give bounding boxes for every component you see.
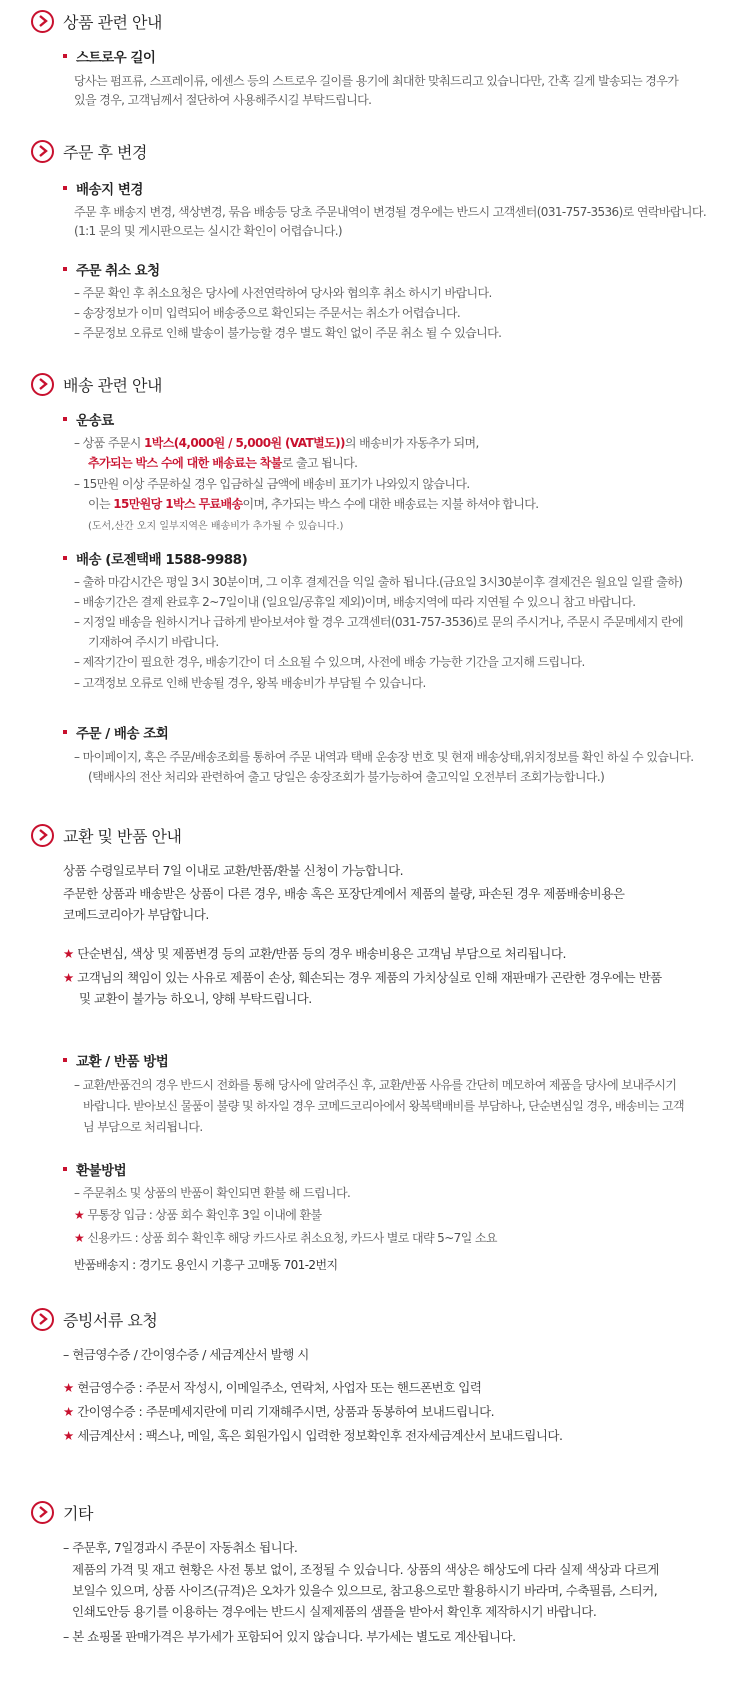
text-line: – 상품 주문시 1박스(4,000원 / 5,000원 (VAT별도))의 배송비가 자동추가 되며, (74, 436, 479, 450)
text-line: – 송장정보가 이미 입력되어 배송중으로 확인되는 주문서는 취소가 어렵습니다. (74, 306, 461, 320)
chevron-right-circle-icon (31, 1501, 54, 1524)
subsection-title: 주문 / 배송 조회 (76, 726, 169, 742)
square-bullet-icon (63, 1167, 67, 1171)
subsection-title: 스트로우 길이 (76, 50, 156, 66)
text-line: 보일수 있으며, 상품 사이즈(규격)은 오차가 있을수 있으므로, 참고용으로만 활용하시기 바라며, 수축필름, 스티커, (72, 1583, 658, 1598)
chevron-right-circle-icon (31, 140, 54, 163)
subsection-cancel (63, 259, 160, 279)
star-item: ★ 현금영수증 : 주문서 작성시, 이메일주소, 연락처, 사업자 또는 핸드폰번호 입력 (63, 1380, 482, 1395)
square-bullet-icon (63, 267, 67, 271)
note-text: (도서,산간 오지 일부지역은 배송비가 추가될 수 있습니다.) (88, 521, 344, 532)
text-line: – 현금영수증 / 간이영수증 / 세금계산서 발행 시 (63, 1347, 309, 1362)
return-address: 반품배송지 : 경기도 용인시 기흥구 고매동 701-2번지 (74, 1258, 338, 1272)
square-bullet-icon (63, 186, 67, 190)
subsection-tracking (63, 722, 168, 742)
star-item: ★ 간이영수증 : 주문메세지란에 미리 기재해주시면, 상품과 동봉하여 보내드립니다. (63, 1404, 495, 1419)
chevron-right-circle-icon (31, 824, 54, 847)
subsection-address-change (63, 178, 143, 198)
text-line: 및 교환이 불가능 하오니, 양해 부탁드립니다. (79, 991, 312, 1006)
text-line: – 출하 마감시간은 평일 3시 30분이며, 그 이후 결제건을 익일 출하 됩니다.(금요일 3시30분이후 결제건은 월요일 일괄 출하) (74, 575, 683, 589)
text-line: (택배사의 전산 처리와 관련하여 출고 당일은 송장조회가 불가능하여 출고익일 오전부터 조회가능합니다.) (88, 770, 605, 784)
square-bullet-icon (63, 556, 67, 560)
chevron-right-circle-icon (31, 1308, 54, 1331)
subsection-shipping-fee (63, 409, 114, 429)
text-line: – 주문정보 오류로 인해 발송이 불가능할 경우 별도 확인 없이 주문 취소 될 수 있습니다. (74, 326, 502, 340)
star-icon: ★ (63, 1380, 74, 1395)
section-delivery (31, 371, 162, 397)
subsection-title: 배송 (로젠택배 1588-9988) (76, 552, 248, 568)
subsection-return-method (63, 1050, 168, 1070)
section-exchange (31, 822, 181, 848)
text-line: 상품 수령일로부터 7일 이내로 교환/반품/환불 신청이 가능합니다. (63, 863, 404, 878)
subsection-shipping (63, 548, 247, 568)
text-line: 코메드코리아가 부담합니다. (63, 907, 209, 922)
star-item: ★ 고객님의 책임이 있는 사유로 제품이 손상, 훼손되는 경우 제품의 가치상실로 인해 재판매가 곤란한 경우에는 반품 (63, 970, 662, 985)
subsection-title: 교환 / 반품 방법 (76, 1054, 169, 1070)
text-line: 있을 경우, 고객님께서 절단하여 사용해주시길 부탁드립니다. (74, 93, 372, 107)
star-icon: ★ (63, 1428, 74, 1443)
section-etc (31, 1499, 93, 1525)
text-line: – 교환/반품건의 경우 반드시 전화를 통해 당사에 알려주신 후, 교환/반품 사유를 간단히 메모하여 제품을 당사에 보내주시기 (74, 1078, 677, 1092)
text-line: 기재하여 주시기 바랍니다. (88, 635, 219, 649)
text-line: – 마이페이지, 혹은 주문/배송조회를 통하여 주문 내역과 택배 운송장 번호 및 현재 배송상태,위치정보를 확인 하실 수 있습니다. (74, 750, 694, 764)
star-item: ★ 신용카드 : 상품 회수 확인후 해당 카드사로 취소요청, 카드사 별로 대략 5~7일 소요 (74, 1231, 497, 1245)
section-receipt (31, 1306, 157, 1332)
text-line: – 고객정보 오류로 인해 반송될 경우, 왕복 배송비가 부담될 수 있습니다. (74, 676, 426, 690)
star-icon: ★ (63, 970, 74, 985)
star-icon: ★ (63, 1404, 74, 1419)
star-icon: ★ (74, 1208, 85, 1222)
text-line: – 제작기간이 필요한 경우, 배송기간이 더 소요될 수 있으며, 사전에 배송 가능한 기간을 고지해 드립니다. (74, 655, 585, 669)
subsection-title: 운송료 (76, 413, 114, 429)
highlight-text: 1박스(4,000원 / 5,000원 (VAT별도)) (144, 436, 345, 450)
text-line: 바랍니다. 받아보신 물품이 불량 및 하자일 경우 코메드코리아에서 왕복택배비를 부담하나, 단순변심일 경우, 배송비는 고객 (83, 1099, 685, 1113)
star-icon: ★ (74, 1231, 85, 1245)
chevron-right-circle-icon (31, 10, 54, 33)
text-line: 이는 15만원당 1박스 무료배송이며, 추가되는 박스 수에 대한 배송료는 지불 하셔야 합니다. (88, 497, 539, 511)
square-bullet-icon (63, 730, 67, 734)
text-line: 추가되는 박스 수에 대한 배송료는 착불로 출고 됩니다. (88, 456, 358, 470)
text-line: (1:1 문의 및 게시판으로는 실시간 확인이 어렵습니다.) (74, 224, 343, 238)
highlight-text: 추가되는 박스 수에 대한 배송료는 착불 (88, 456, 282, 470)
highlight-text: 15만원당 1박스 무료배송 (113, 497, 243, 511)
section-order-change (31, 138, 147, 164)
subsection-title: 주문 취소 요청 (76, 263, 160, 279)
subsection-straw (63, 46, 155, 66)
square-bullet-icon (63, 54, 67, 58)
text-line: – 주문후, 7일경과시 주문이 자동취소 됩니다. (63, 1540, 298, 1555)
text-line: – 본 쇼핑몰 판매가격은 부가세가 포함되어 있지 않습니다. 부가세는 별도로 계산됩니다. (63, 1629, 516, 1644)
section-product (31, 8, 162, 34)
section-title: 기타 (63, 1503, 93, 1523)
subsection-refund (63, 1159, 126, 1179)
text-line: 인쇄도안등 용기를 이용하는 경우에는 반드시 실제제품의 샘플을 받아서 확인후 제작하시기 바랍니다. (72, 1604, 597, 1619)
text-line: – 배송기간은 결제 완료후 2~7일이내 (일요일/공휴일 제외)이며, 배송지역에 따라 지연될 수 있으니 참고 바랍니다. (74, 595, 636, 609)
text-line: 제품의 가격 및 재고 현황은 사전 통보 없이, 조정될 수 있습니다. 상품의 색상은 해상도에 다라 실제 색상과 다르게 (72, 1562, 659, 1577)
star-item: ★ 단순변심, 색상 및 제품변경 등의 교환/반품 등의 경우 배송비용은 고객님 부담으로 처리됩니다. (63, 946, 566, 961)
section-title: 교환 및 반품 안내 (63, 826, 182, 846)
subsection-title: 배송지 변경 (76, 182, 143, 198)
square-bullet-icon (63, 417, 67, 421)
subsection-title: 환불방법 (76, 1163, 127, 1179)
text-line: – 주문취소 및 상품의 반품이 확인되면 환불 해 드립니다. (74, 1186, 351, 1200)
star-icon: ★ (63, 946, 74, 961)
star-item: ★ 세금계산서 : 팩스나, 메일, 혹은 회원가입시 입력한 정보확인후 전자세금계산서 보내드립니다. (63, 1428, 563, 1443)
text-line: – 주문 확인 후 취소요청은 당사에 사전연락하여 당사와 협의후 취소 하시기 바랍니다. (74, 286, 492, 300)
section-title: 배송 관련 안내 (63, 375, 162, 395)
text-line: – 15만원 이상 주문하실 경우 입금하실 금액에 배송비 표기가 나와있지 않습니다. (74, 477, 470, 491)
text-line: 님 부담으로 처리됩니다. (83, 1120, 203, 1134)
section-title: 주문 후 변경 (63, 142, 147, 162)
text-line: – 지정일 배송을 원하시거나 급하게 받아보셔야 할 경우 고객센터(031-757-3536)로 문의 주시거나, 주문시 주문메세지 란에 (74, 615, 684, 629)
chevron-right-circle-icon (31, 373, 54, 396)
square-bullet-icon (63, 1058, 67, 1062)
section-title: 상품 관련 안내 (63, 12, 162, 32)
text-line: 주문 후 배송지 변경, 색상변경, 묶음 배송등 당초 주문내역이 변경될 경우에는 반드시 고객센터(031-757-3536)로 연락바랍니다. (74, 205, 707, 219)
star-item: ★ 무통장 입금 : 상품 회수 확인후 3일 이내에 환불 (74, 1208, 322, 1222)
text-line: 주문한 상품과 배송받은 상품이 다른 경우, 배송 혹은 포장단계에서 제품의 불량, 파손된 경우 제품배송비용은 (63, 886, 625, 901)
section-title: 증빙서류 요청 (63, 1310, 158, 1330)
text-line: 당사는 펌프류, 스프레이류, 에센스 등의 스트로우 길이를 용기에 최대한 맞춰드리고 있습니다만, 간혹 길게 발송되는 경우가 (74, 74, 679, 88)
